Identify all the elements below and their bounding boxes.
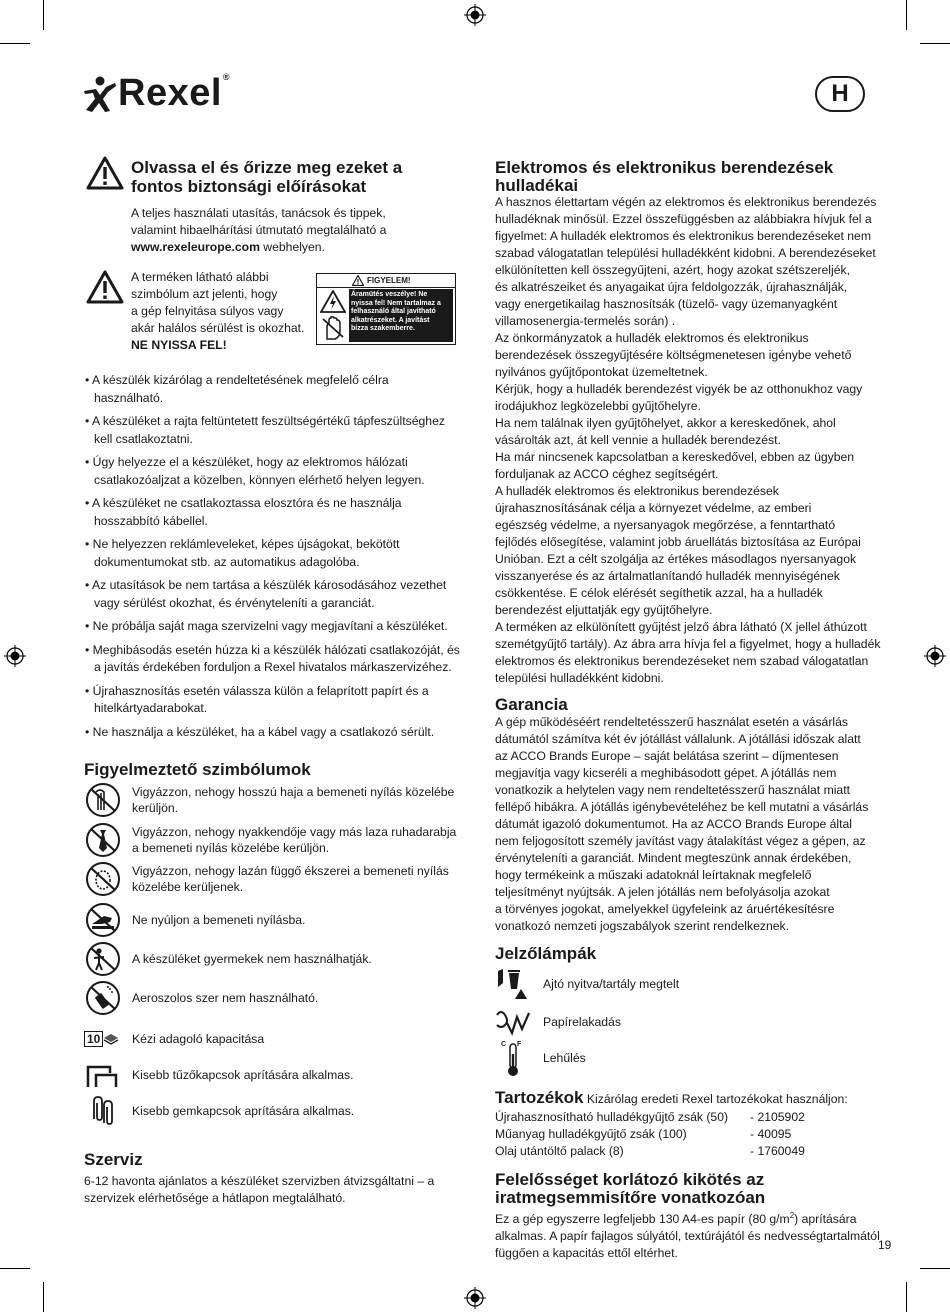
bullet-item: • A készüléket a rajta feltüntetett feszültségértékű tápfeszültséghez kell csatlakoztatni. xyxy=(85,414,445,446)
liability-line: Ez a gép egyszerre legfeljebb 130 A4-es papír (80 $g/m^2$) aprítására xyxy=(495,1211,857,1227)
safety-intro-tail: webhelyen. xyxy=(259,240,325,254)
jewellery-warning-icon xyxy=(84,861,122,897)
symbol-row-tie: Vigyázzon, nehogy nyakkendője vagy más laza ruhadarabja a bemeneti nyílás közelébe kerüljön. xyxy=(84,822,464,858)
liability-title-line1: Felelősséget korlátozó kikötés az xyxy=(495,1170,765,1189)
body-line: villamosenergia-termelés során) . xyxy=(495,314,676,328)
body-line: berendezést eljuttatják egy gyűjtőhelyre. xyxy=(495,603,713,617)
symbol-row-staples: Kisebb tűzőkapcsok aprítására alkalmas. xyxy=(84,1057,464,1093)
body-line: forduljanak az ACCO céghez segítségért. xyxy=(495,467,719,481)
body-line: települési hulladékként kidobni. xyxy=(495,671,664,685)
symbol-row-jewellery: Vigyázzon, nehogy lazán függő ékszerei a bemeneti nyílás közelébe kerüljenek. xyxy=(84,861,464,897)
body-line: és alkatrészeiket és anyagaikat újra feldolgozzák, újrahasználják, xyxy=(495,280,848,294)
body-line: berendezések összegyűjtésére költségmenetesen igénybe vehető xyxy=(495,348,852,362)
liability-line: alkalmas. A papír fajlagos súlyától, textúrájától és nedvességtartalmától xyxy=(495,1229,880,1244)
no-hand-icon xyxy=(321,315,345,341)
safety-warning-triangle-icon xyxy=(86,156,124,190)
body-line: Ha nem találnak ilyen gyűjtőhelyet, akkor a kereskedőnek, ahol xyxy=(495,416,836,430)
manual-feed-count: 10 xyxy=(84,1031,103,1047)
safety-title-line1: Olvassa el és őrizze meg ezeket a xyxy=(131,158,403,177)
body-line: megjavítja vagy kicseréli a meghibásodott gépet. A jótállás nem xyxy=(495,766,837,780)
warning-box-line: bízza szakemberre. xyxy=(351,325,415,333)
service-title: Szerviz xyxy=(84,1150,143,1169)
body-line: vagy energetikailag hasznosítsák (tüzelő- vagy üzemanyagként xyxy=(495,297,838,311)
paper-jam-icon xyxy=(495,1007,531,1037)
do-not-open-text: NE NYISSA FEL! xyxy=(131,338,227,352)
symbol-row-aerosol: Aeroszolos szer nem használható. xyxy=(84,980,464,1016)
symbol-row-manual-feed: 10 Kézi adagoló kapacitása xyxy=(84,1021,464,1057)
body-line: elektromos és elektronikus berendezéseket nem szabad válogatatlan xyxy=(495,654,869,668)
accessory-row: Újrahasznosítható hulladékgyűjtő zsák (50) - 2105902 xyxy=(495,1110,805,1124)
symbol-row-hand: Ne nyúljon a bemeneti nyílásba. xyxy=(84,902,464,938)
body-line: csökkentése. E célok elérését segíthetik azzal, ha a hulladék xyxy=(495,586,823,600)
paperclip-icon xyxy=(84,1093,122,1129)
warranty-title: Garancia xyxy=(495,695,568,714)
body-line: dátumát igazoló dokumentumot. Ha az ACCO Brands Europe által xyxy=(495,817,853,831)
rexel-logo xyxy=(82,72,230,115)
body-line: Az önkormányzatok a hulladék elektromos és elektronikus xyxy=(495,331,809,345)
warning-box-line: felhasználó által javítható xyxy=(351,308,436,316)
body-line: A terméken az elkülönített gyűjtést jelző ábra látható (X jellel áthúzott xyxy=(495,620,867,634)
body-line: érvényteleníti a garanciát. Mindent megteszünk annak érdekében, xyxy=(495,851,852,865)
warning-box-header: FIGYELEM! xyxy=(367,276,411,285)
bullet-item: • Ne használja a készüléket, ha a kábel vagy a csatlakozó sérült. xyxy=(85,724,435,739)
body-line: Kérjük, hogy a hulladék berendezést vigyék be az otthonukhoz vagy xyxy=(495,382,863,396)
logo-wordmark: Rexel® xyxy=(118,72,231,114)
warning-box-line: alkatrészeket. A javítást xyxy=(351,316,430,324)
bullet-item: • Az utasítások be nem tartása a készülék károsodásához vezethet vagy sérülést okozhat, és érvényteleníti a garanciát. xyxy=(85,578,447,610)
accessories-title: Tartozékok xyxy=(495,1088,584,1107)
bullet-item: • Úgy helyezze el a készüléket, hogy az elektromos hálózati csatlakozóaljzat a közelben, könnyen elérhető helyen legyen. xyxy=(85,455,425,487)
rexel-figure-icon xyxy=(82,75,118,113)
indicator-cooling: C F Lehűlés xyxy=(495,1038,855,1078)
indicators-title: Jelzőlámpák xyxy=(495,944,597,963)
hair-warning-icon xyxy=(84,782,122,818)
warranty-body xyxy=(495,714,885,935)
registration-mark-right xyxy=(924,645,946,667)
body-line: fellépő hibákra. A jótállás igénybevételéhez be kell mutatni a vásárlás xyxy=(495,800,869,814)
bullet-item: • Ne helyezzen reklámleveleket, képes újságokat, bekötött dokumentumokat stb. az automatikus adagolóba. xyxy=(85,537,400,569)
staple-icon xyxy=(84,1057,122,1093)
body-line: vonatkozó nemzeti jogszabályok szerint rendelkeznek. xyxy=(495,919,790,933)
body-line: hogy termékeink a műszaki adatoknál leírtaknak megfelelő xyxy=(495,868,812,882)
weee-title-line2: hulladékai xyxy=(495,176,579,195)
body-line: teljesítményt nyújtsák. A jelen jótállás nem befolyásolja azokat xyxy=(495,885,830,899)
bullet-item: • A készülék kizárólag a rendeltetésének megfelelő célra használható. xyxy=(85,373,389,405)
body-line: újrahasznosításának célja a környezet védelme, az emberi xyxy=(495,501,812,515)
aerosol-warning-icon xyxy=(84,980,122,1016)
body-line: vonatkozik a helytelen vagy nem rendeltetésszerű használat miatt xyxy=(495,783,850,797)
indicator-door-bin: Ajtó nyitva/tartály megtelt xyxy=(495,966,855,1002)
warning-box-line: nyissa fel! Nem tartalmaz a xyxy=(351,299,441,307)
registration-mark-left xyxy=(4,645,26,667)
svg-text:F: F xyxy=(517,1041,522,1048)
bullet-item: • Újrahasznosítás esetén válassza külön a felaprított papírt és a hitelkártyadarabokat. xyxy=(85,683,429,715)
symbol-note-line: szimbólum azt jelenti, hogy xyxy=(131,287,278,301)
body-line: Ha már nincsenek kapcsolatban a kereskedővel, ebben az ügyben xyxy=(495,450,855,464)
language-badge: H xyxy=(815,76,865,112)
symbol-row-hair: Vigyázzon, nehogy hosszú haja a bemeneti nyílás közelébe kerüljön. xyxy=(84,782,464,818)
symbol-row-children: A készüléket gyermekek nem használhatják. xyxy=(84,941,464,977)
registration-mark-bottom xyxy=(464,1287,486,1309)
liability-line: függően a kapacitás ettől eltérhet. xyxy=(495,1246,678,1261)
symbol-note-line: a gép felnyitása súlyos vagy xyxy=(131,304,284,318)
page-number: 19 xyxy=(878,1238,892,1252)
small-warning-triangle-icon xyxy=(352,275,364,286)
body-line: A hulladék elektromos és elektronikus berendezések xyxy=(495,484,779,498)
body-line: Unióban. Ezt a célt szolgálja az értékes másodlagos nyersanyagok xyxy=(495,552,857,566)
registration-mark-top xyxy=(464,4,486,26)
cooling-icon xyxy=(495,1038,531,1078)
body-line: nyilvános gyűjtőpontokat üzemeltetnek. xyxy=(495,365,708,379)
hand-warning-icon xyxy=(84,902,122,938)
body-line: nem feljogosított személy javítást vagy átalakítást végez a gépen, az xyxy=(495,834,866,848)
body-line: hulladéknak minősül. Ezzel összefüggésben az alábbiakra hívjuk fel a xyxy=(495,212,872,226)
accessory-row: Műanyag hulladékgyűjtő zsák (100) - 40095 xyxy=(495,1127,792,1141)
body-line: szemétgyűjtő tartály). Az ábra arra hívja fel a figyelmet, hogy a hulladék xyxy=(495,637,881,651)
indicator-paper-jam: Papírelakadás xyxy=(495,1004,855,1040)
body-line: vásárolták azt, át kell vennie a hulladék berendezést. xyxy=(495,433,781,447)
bullet-item: • Meghibásodás esetén húzza ki a készülék hálózati csatlakozóját, és a javítás érdekében forduljon a Rexel hivatalos márkaszervizéhez. xyxy=(85,642,460,674)
lightning-triangle-icon xyxy=(320,290,346,313)
warning-symbols-title: Figyelmeztető szimbólumok xyxy=(84,760,311,779)
body-line: visszanyerése és az ártalmatlanítandó hulladék mennyiségének xyxy=(495,569,840,583)
safety-bullet-list xyxy=(84,372,469,747)
weee-body xyxy=(495,194,885,687)
liability-title-line2: iratmegsemmisítőre vonatkozóan xyxy=(495,1188,766,1207)
tie-warning-icon xyxy=(84,822,122,858)
safety-intro-line: A teljes használati utasítás, tanácsok és tippek, xyxy=(131,206,386,220)
symbol-row-paperclips: Kisebb gemkapcsok aprítására alkalmas. xyxy=(84,1093,464,1129)
children-warning-icon xyxy=(84,941,122,977)
service-line: szervizek elérhetősége a hátlapon megtalálható. xyxy=(84,1191,346,1205)
safety-intro-line: valamint hibaelhárítási útmutató megtalálható a xyxy=(131,223,387,237)
svg-text:C: C xyxy=(501,1041,507,1048)
accessories-subtitle: Kizárólag eredeti Rexel tartozékokat használjon: xyxy=(583,1092,848,1106)
door-bin-icon xyxy=(495,967,531,1001)
body-line: az ACCO Brands Europe – saját belátása szerint – díjmentesen xyxy=(495,749,839,763)
accessory-row: Olaj utántöltő palack (8) - 1760049 xyxy=(495,1144,805,1158)
website-link[interactable]: www.rexeleurope.com xyxy=(131,240,260,254)
symbol-note-line: A terméken látható alábbi xyxy=(131,270,269,284)
body-line: fejlődés elősegítése, valamint jobb áruellátás biztosítása az Európai xyxy=(495,535,861,549)
body-line: elkülönítetten kell összegyűjteni, azért, hogy azokat szétszereljék, xyxy=(495,263,850,277)
body-line: szabad válogatatlan települési hulladékként kidobni. A berendezéseket xyxy=(495,246,876,260)
symbol-note-line: akár halálos sérülést is okozhat. xyxy=(131,321,305,335)
bullet-item: • Ne próbálja saját maga szervizelni vagy megjavítani a készüléket. xyxy=(85,619,448,633)
warning-box-line: Áramütés veszélye! Ne xyxy=(351,291,428,298)
service-line: 6-12 havonta ajánlatos a készüléket szervizben átvizsgáltatni – a xyxy=(84,1174,435,1188)
electric-shock-label xyxy=(316,273,456,345)
manual-feed-icon xyxy=(84,1021,122,1057)
electric-warning-triangle-icon xyxy=(86,270,124,304)
body-line: irodájukhoz legközelebbi gyűjtőhelyre. xyxy=(495,399,701,413)
body-line: A hasznos élettartam végén az elektromos és elektronikus berendezés xyxy=(495,195,877,209)
body-line: dátumától számítva két év jótállást vállalunk. A jótállási időszak alatt xyxy=(495,732,861,746)
safety-title-line2: fontos biztonsági előírásokat xyxy=(131,177,367,196)
weee-title-line1: Elektromos és elektronikus berendezések xyxy=(495,158,834,177)
body-line: a törvényes jogokat, amelyekkel ügyfeleink az áruértékesítésre xyxy=(495,902,835,916)
bullet-item: • A készüléket ne csatlakoztassa elosztóra és ne használja hosszabbító kábellel. xyxy=(85,496,402,528)
body-line: figyelmet: A hulladék elektromos és elektronikus berendezéseket nem xyxy=(495,229,871,243)
body-line: egészség védelme, a nyersanyagok megőrzése, a fenntartható xyxy=(495,518,836,532)
body-line: A gép működéséért rendeltetésszerű használat esetén a vásárlás xyxy=(495,715,848,729)
